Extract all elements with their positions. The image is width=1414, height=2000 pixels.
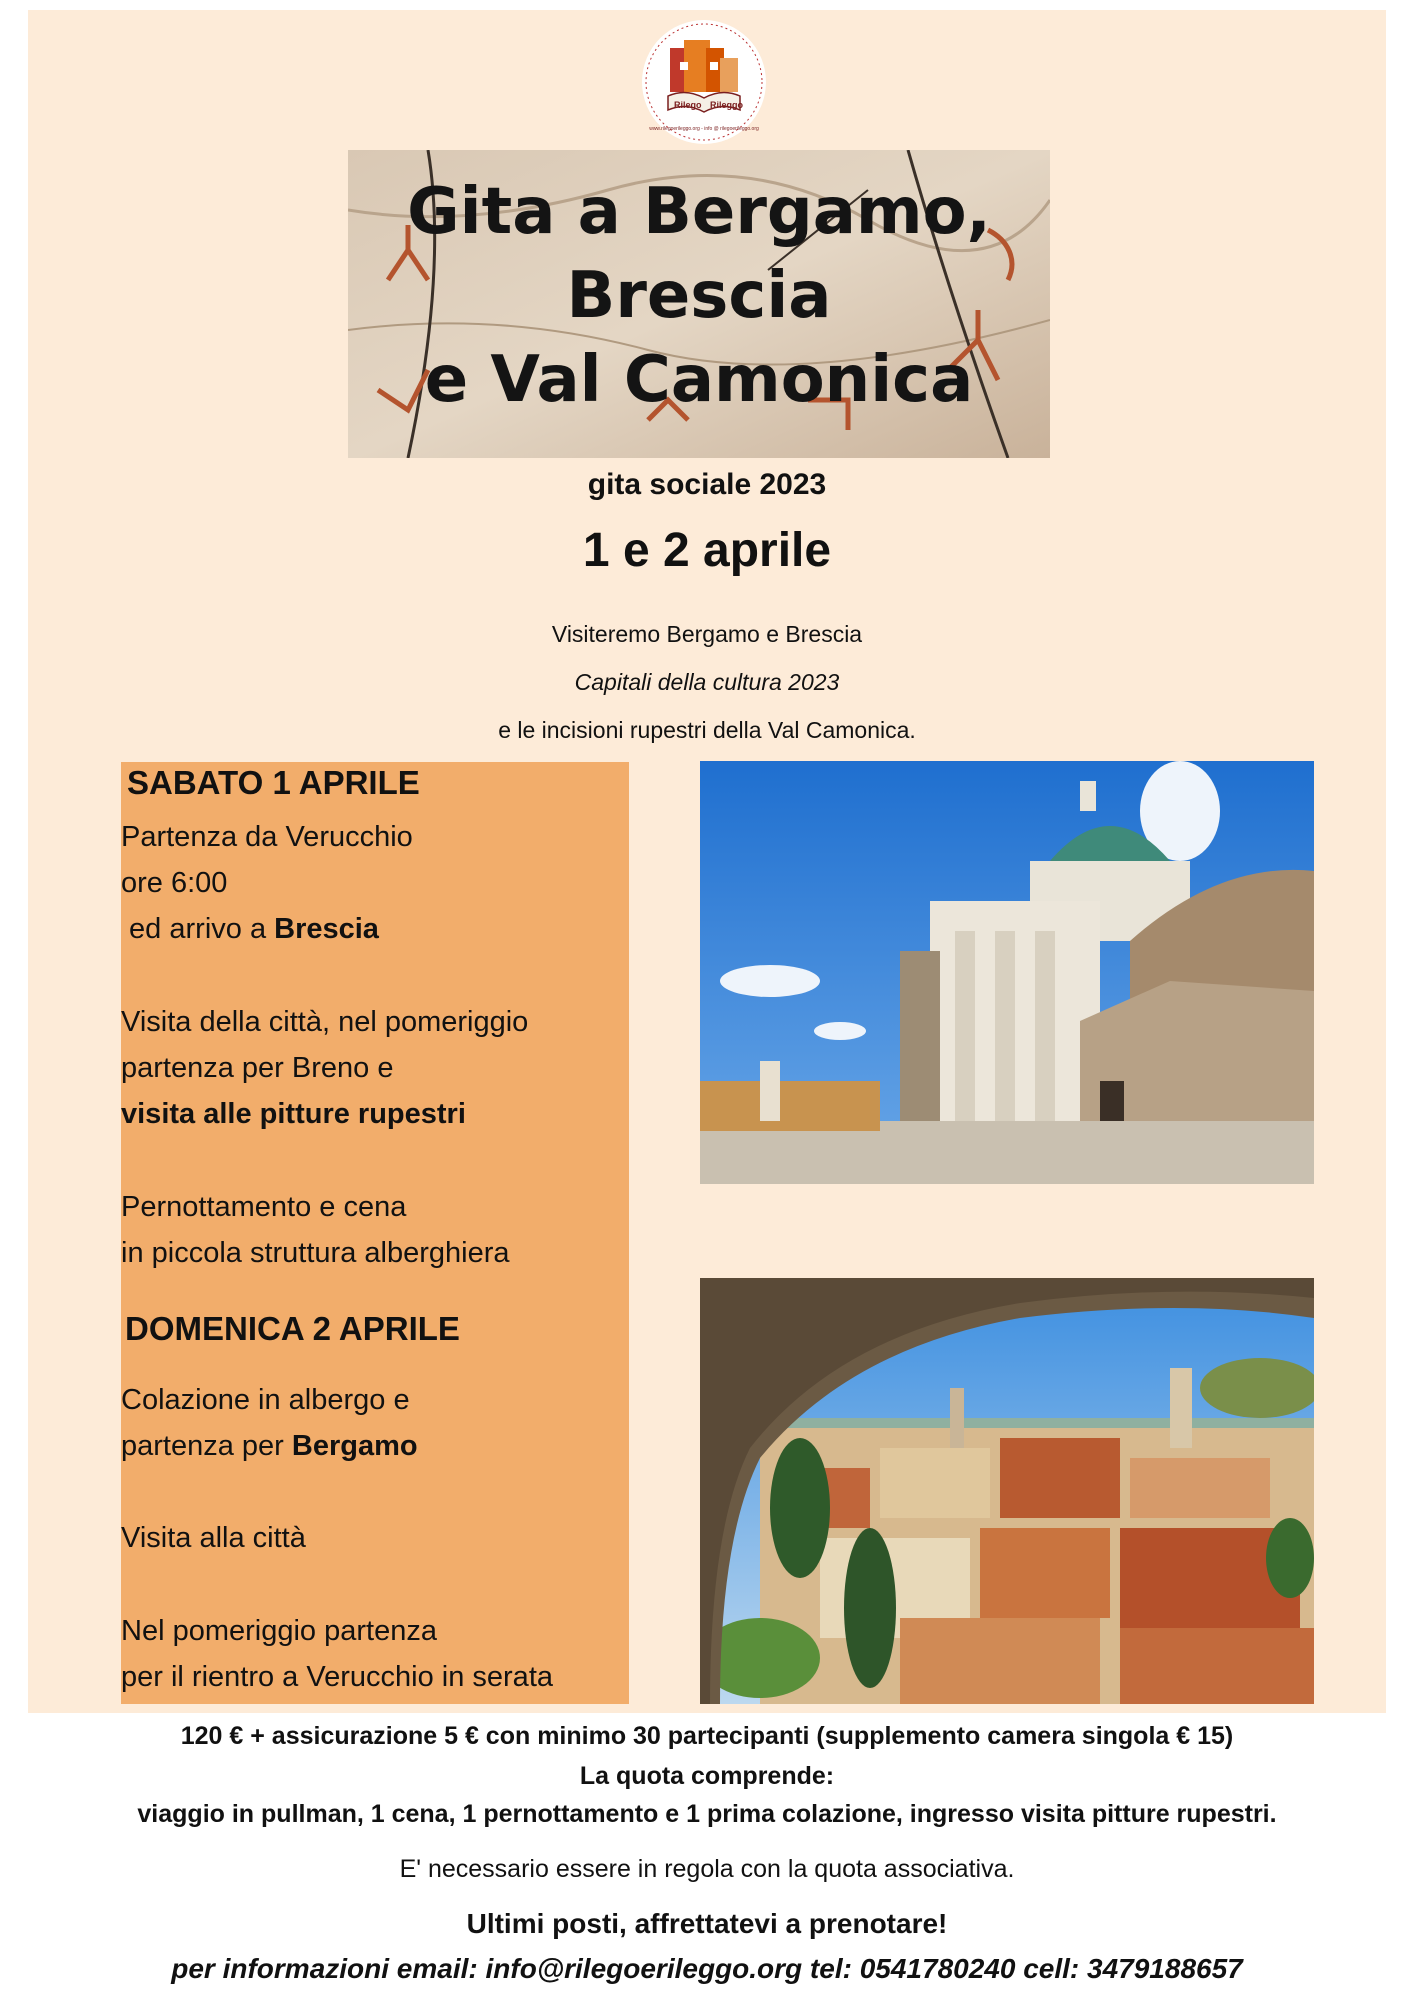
- intro-line-1: Visiteremo Bergamo e Brescia: [551, 621, 863, 647]
- sunday-line-5: per il rientro a Verucchio in serata: [121, 1661, 553, 1693]
- sunday-heading: DOMENICA 2 APRILE: [125, 1310, 460, 1347]
- price-info: 120 € + assicurazione 5 € con minimo 30 partecipanti (supplemento camera singola € 15): [180, 1722, 1234, 1750]
- sunday-line-4: Nel pomeriggio partenza: [121, 1615, 437, 1647]
- saturday-destination: Brescia: [274, 913, 379, 945]
- bergamo-city-photo: [700, 1278, 1314, 1704]
- banner-title-line-2: Brescia: [566, 259, 832, 333]
- logo-label-right: Rileggo: [710, 100, 743, 110]
- includes-list: viaggio in pullman, 1 cena, 1 pernottamento e 1 prima colazione, ingresso visita pitture rupestri.: [137, 1800, 1277, 1828]
- saturday-line-3-text: ed arrivo a: [121, 913, 275, 945]
- itinerary-panel: [121, 762, 629, 1704]
- sunday-destination: Bergamo: [291, 1430, 418, 1462]
- banner-title: [348, 170, 1050, 422]
- sunday-line-1: Colazione in albergo e: [121, 1384, 410, 1416]
- banner-title-line-3: e Val Camonica: [424, 343, 974, 417]
- membership-note: E' necessario essere in regola con la quota associativa.: [399, 1855, 1015, 1883]
- saturday-line-3: [121, 913, 379, 946]
- saturday-line-8: in piccola struttura alberghiera: [121, 1237, 510, 1269]
- intro-line-3: e le incisioni rupestri della Val Camonica.: [498, 717, 916, 743]
- saturday-line-2: ore 6:00: [121, 867, 228, 899]
- saturday-line-1: Partenza da Verucchio: [121, 821, 413, 853]
- logo-label-left: Rilego: [674, 100, 702, 110]
- saturday-line-4: Visita della città, nel pomeriggio: [121, 1006, 529, 1038]
- banner-title-line-1: Gita a Bergamo,: [407, 175, 991, 249]
- title-banner: [348, 150, 1050, 458]
- includes-title: La quota comprende:: [579, 1762, 835, 1790]
- brescia-cathedral-photo: [700, 761, 1314, 1184]
- logo-ring-text: www.rilegoerileggo.org - info @ rilegoerileggo.org: [649, 126, 759, 132]
- saturday-line-6: visita alle pitture rupestri: [121, 1098, 466, 1130]
- saturday-line-5: partenza per Breno e: [121, 1052, 394, 1084]
- sunday-line-2-text: partenza per: [121, 1430, 292, 1462]
- sunday-line-2: [121, 1430, 418, 1463]
- saturday-heading: SABATO 1 APRILE: [127, 764, 420, 801]
- sunday-line-3: Visita alla città: [121, 1522, 306, 1554]
- association-logo: [640, 18, 768, 146]
- event-dates: 1 e 2 aprile: [582, 524, 832, 577]
- call-to-action: Ultimi posti, affrettatevi a prenotare!: [466, 1908, 948, 1939]
- saturday-line-7: Pernottamento e cena: [121, 1191, 407, 1223]
- intro-line-2: Capitali della cultura 2023: [574, 669, 840, 695]
- subtitle: gita sociale 2023: [587, 468, 827, 501]
- contact-info: per informazioni email: info@rilegoerileggo.org tel: 0541780240 cell: 3479188657: [171, 1953, 1243, 1984]
